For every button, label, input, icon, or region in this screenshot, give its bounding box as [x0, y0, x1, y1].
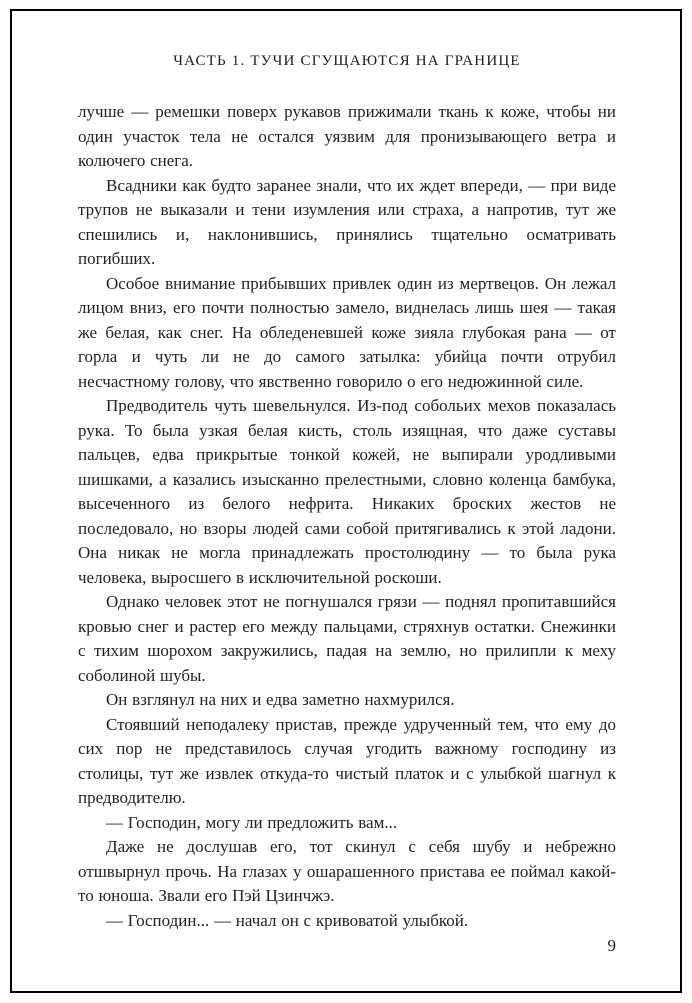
paragraph: Даже не дослушав его, тот скинул с себя шубу и небрежно отшвырнул прочь. На глазах у ошарашенного пристава ее поймал какой-то юноша. Звали его Пэй Цзинчжэ. — [78, 837, 616, 905]
page-number: 9 — [607, 936, 616, 955]
paragraph: Всадники как будто заранее знали, что их ждет впереди, — при виде трупов не выказали и тени изумления или страха, а напротив, тут же спешились и, наклонившись, принялись тщательно осматривать погибших. — [78, 175, 616, 268]
paragraph: лучше — ремешки поверх рукавов прижимали ткань к коже, чтобы ни один участок тела не остался уязвим для пронизывающего ветра и колючего снега. — [78, 102, 616, 170]
paragraph: Стоявший неподалеку пристав, прежде удрученный тем, что ему до сих пор не представилось случая угодить важному господину из столицы, тут же извлек откуда-то чистый платок и с улыбкой шагнул к предводителю. — [78, 714, 616, 807]
paragraph: Особое внимание прибывших привлек один из мертвецов. Он лежал лицом вниз, его почти полностью замело, виднелась лишь шея — такая же белая, как снег. На обледеневшей коже зияла глубокая рана — от горла и чуть ли не до самого затылка: убийца почти отрубил несчастному голову, что явственно говорило о его недюжинной силе. — [78, 273, 616, 391]
paragraph: Предводитель чуть шевельнулся. Из-под собольих мехов показалась рука. То была узкая белая кисть, столь изящная, что даже суставы пальцев, едва прикрытые тонкой кожей, не выпирали уродливыми шишками, а казались изысканно прелестными, словно коленца бамбука, высеченного из белого нефрита. Никаких броских жестов не последовало, но взоры людей сами собой притягивались к этой ладони. Она никак не могла принадлежать простолюдину — то была рука человека, выросшего в исключительной роскоши. — [78, 396, 616, 587]
page-content — [78, 0, 616, 933]
paragraph: — Господин, могу ли предложить вам... — [106, 812, 398, 832]
paragraph: — Господин... — начал он с кривоватой улыбкой. — [106, 910, 469, 930]
paragraph: Однако человек этот не погнушался грязи — поднял пропитавшийся кровью снег и растер его между пальцами, стряхнув остатки. Снежинки с тихим шорохом закружились, падая на землю, но прилипли к меху соболиной шубы. — [78, 592, 616, 685]
text-body — [78, 100, 616, 933]
paragraph: Он взглянул на них и едва заметно нахмурился. — [106, 690, 455, 709]
chapter-heading: ЧАСТЬ 1. ТУЧИ СГУЩАЮТСЯ НА ГРАНИЦЕ — [173, 53, 521, 69]
